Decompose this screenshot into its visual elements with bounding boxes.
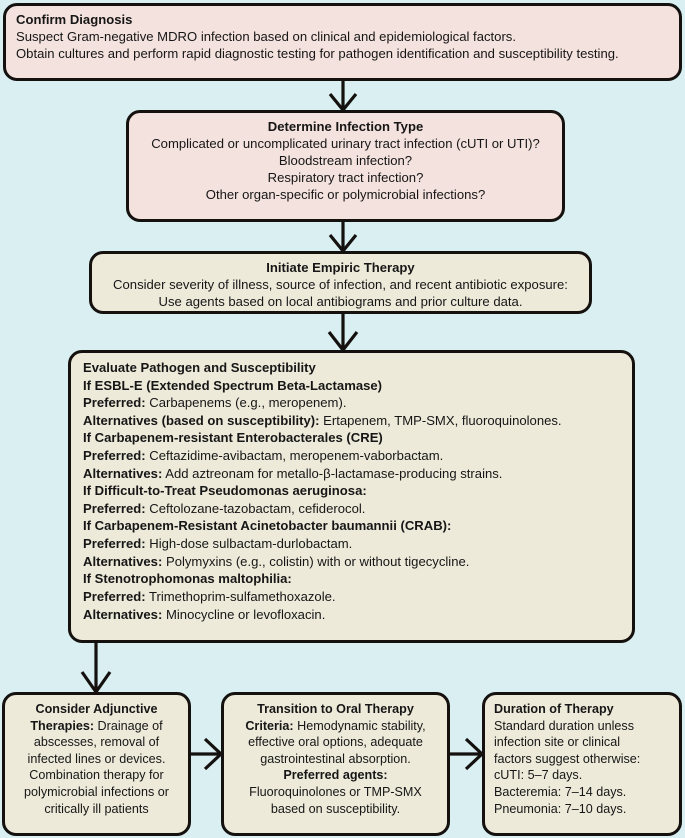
evaluate-row-label: Alternatives (based on susceptibility): — [83, 412, 320, 428]
arrow-infection-type-to-empiric — [330, 222, 356, 251]
evaluate-row-label: Alternatives: — [83, 465, 163, 481]
evaluate-row-label: Preferred: — [83, 588, 146, 604]
oral-heading: Transition to Oral Therapy — [257, 702, 414, 716]
evaluate-row — [83, 465, 622, 483]
oral-criteria-label: Criteria: — [245, 718, 294, 733]
evaluate-row-label: Alternatives: — [83, 606, 163, 622]
evaluate-row-value: Ceftolozane-tazobactam, cefiderocol. — [145, 500, 366, 516]
evaluate-row-value: High-dose sulbactam-durlobactam. — [145, 536, 353, 552]
confirm-line-1: Suspect Gram-negative MDRO infection based on clinical and epidemiological factors. — [16, 29, 516, 45]
evaluate-row-value: Carbapenems (e.g., meropenem). — [145, 395, 347, 411]
arrow-oral-to-duration — [450, 739, 482, 769]
node-evaluate-pathogen-and-susceptibility[interactable] — [68, 350, 635, 643]
evaluate-row — [83, 588, 622, 606]
evaluate-row-value: Trimethoprim-sulfamethoxazole. — [145, 588, 336, 604]
node-determine-infection-type[interactable] — [126, 110, 565, 222]
adjunctive-body: Drainage of abscesses, removal of infected lines or devices. Combination therapy for polymicrobial infections or critically ill patients — [24, 718, 169, 816]
evaluate-row-value: Add aztreonam for metallo-β-lactamase-producing strains. — [162, 465, 503, 481]
evaluate-row — [83, 394, 622, 412]
evaluate-row-value: Ertapenem, TMP-SMX, fluoroquinolones. — [319, 412, 562, 428]
oral-criteria-block — [231, 718, 440, 768]
arrow-adjunctive-to-oral — [191, 739, 221, 769]
evaluate-row — [83, 500, 622, 518]
confirm-line-2: Obtain cultures and perform rapid diagnostic testing for pathogen identification and susceptibility testing. — [16, 46, 619, 62]
arrow-confirm-to-infection-type — [330, 81, 356, 110]
evaluate-row — [83, 429, 622, 447]
confirm-heading: Confirm Diagnosis — [16, 12, 133, 27]
evaluate-row-value: Ceftazidime-avibactam, meropenem-vaborbactam. — [145, 448, 444, 464]
evaluate-row-label: If ESBL-E (Extended Spectrum Beta-Lactamase) — [83, 377, 383, 393]
adjunctive-bold-lead: Therapies: — [30, 718, 95, 733]
empiric-line-2: Use agents based on local antibiograms and prior culture data. — [158, 294, 523, 310]
evaluate-row — [83, 447, 622, 465]
evaluate-row-label: If Carbapenem-resistant Enterobacterales (CRE) — [83, 430, 383, 446]
duration-line-cuti: cUTI: 5–7 days. — [494, 768, 583, 783]
node-initiate-empiric-therapy[interactable] — [89, 251, 592, 314]
evaluate-row — [83, 535, 622, 553]
empiric-heading: Initiate Empiric Therapy — [266, 260, 415, 275]
infection-type-line-3: Respiratory tract infection? — [267, 170, 424, 186]
evaluate-row — [83, 412, 622, 430]
adjunctive-heading: Consider Adjunctive — [35, 702, 158, 716]
evaluate-row — [83, 570, 622, 588]
evaluate-row-label: Preferred: — [83, 500, 146, 516]
evaluate-row — [83, 553, 622, 571]
duration-line-3: factors suggest otherwise: — [494, 751, 641, 766]
infection-type-line-2: Bloodstream infection? — [278, 153, 413, 169]
evaluate-row-label: Preferred: — [83, 448, 146, 464]
evaluate-row-label: Preferred: — [83, 536, 146, 552]
evaluate-row-label: Preferred: — [83, 395, 146, 411]
evaluate-row — [83, 606, 622, 624]
node-duration-of-therapy[interactable] — [482, 692, 682, 836]
node-consider-adjunctive-therapies[interactable] — [2, 692, 191, 836]
node-confirm-diagnosis[interactable] — [3, 3, 682, 81]
evaluate-row — [83, 377, 622, 395]
oral-preferred-label: Preferred agents: — [283, 768, 388, 783]
oral-preferred-body: Fluoroquinolones or TMP-SMX based on susceptibility. — [249, 785, 422, 816]
node-transition-to-oral-therapy[interactable] — [221, 692, 450, 836]
evaluate-row-value: Polymyxins (e.g., colistin) with or without tigecycline. — [162, 553, 470, 569]
duration-heading: Duration of Therapy — [494, 702, 614, 716]
infection-type-line-1: Complicated or uncomplicated urinary tract infection (cUTI or UTI)? — [151, 136, 540, 152]
duration-line-bacteremia: Bacteremia: 7–14 days. — [494, 785, 627, 800]
evaluate-row-label: If Stenotrophomonas maltophilia: — [83, 571, 292, 587]
arrow-empiric-to-evaluate — [329, 314, 357, 350]
evaluate-row-value: Minocycline or levofloxacin. — [162, 606, 326, 622]
duration-line-1: Standard duration unless — [494, 718, 635, 733]
arrow-evaluate-to-adjunctive — [82, 643, 110, 692]
duration-line-pneumonia: Pneumonia: 7–10 days. — [494, 801, 627, 816]
oral-criteria-body: Hemodynamic stability, effective oral options, adequate gastrointestinal absorption. — [248, 718, 426, 766]
evaluate-row — [83, 517, 622, 535]
evaluate-heading: Evaluate Pathogen and Susceptibility — [83, 360, 316, 375]
infection-type-heading: Determine Infection Type — [267, 119, 424, 134]
evaluate-row-label: If Carbapenem-Resistant Acinetobacter baumannii (CRAB): — [83, 518, 452, 534]
adjunctive-body-block — [12, 718, 181, 818]
duration-line-2: infection site or clinical — [494, 735, 620, 750]
evaluate-row-label: If Difficult-to-Treat Pseudomonas aeruginosa: — [83, 483, 367, 499]
empiric-line-1: Consider severity of illness, source of infection, and recent antibiotic exposure: — [113, 277, 568, 293]
evaluate-row-label: Alternatives: — [83, 553, 163, 569]
evaluate-row — [83, 482, 622, 500]
infection-type-line-4: Other organ-specific or polymicrobial infections? — [205, 187, 486, 203]
